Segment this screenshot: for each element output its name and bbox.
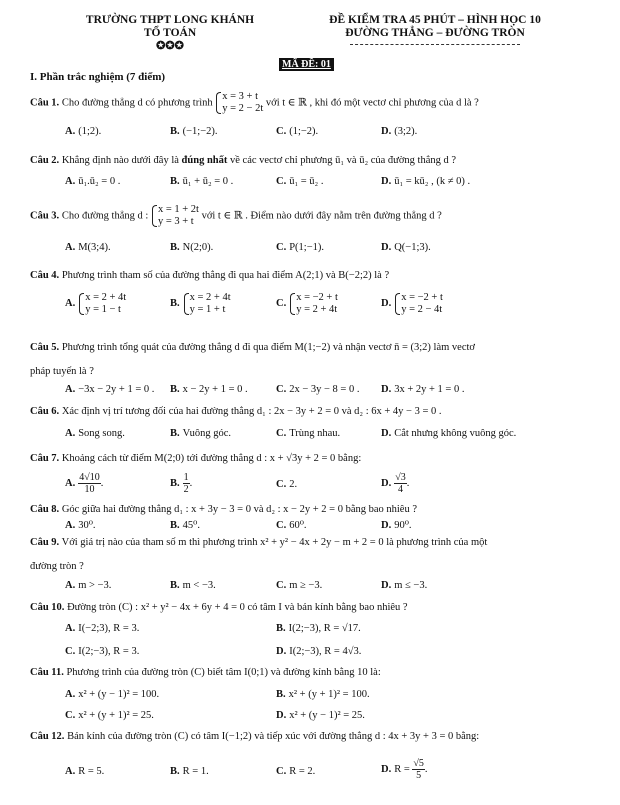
option-a[interactable] [65,175,120,188]
option-value: (1;2). [78,126,102,137]
option-d[interactable] [381,758,428,781]
option-value: I(2;−3), R = √17. [288,623,361,634]
option-key: B. [170,580,180,591]
option-key: B. [276,689,286,700]
option-suffix: . [189,477,193,489]
fraction [78,472,101,495]
option-d[interactable] [381,472,409,495]
question-text: Với giá trị nào của tham số m thì phương trình x² + y² − 4x + 2y − m + 2 = 0 là phương trình của một [61,537,488,548]
question-label: Câu 1. [30,97,60,109]
option-value: (1;−2). [289,126,319,137]
question-3 [30,204,442,228]
option-key: D. [381,126,392,137]
fraction [394,472,407,495]
system-line: x = 2 + 4t [85,292,127,303]
option-key: A. [65,242,76,253]
option-a[interactable] [65,292,126,316]
option-key: A. [65,689,76,700]
option-key: A. [65,623,76,634]
option-key: A. [65,384,76,395]
system-line: y = 1 − t [85,304,121,315]
option-d[interactable] [381,241,431,254]
fraction [412,758,425,781]
option-key: C. [276,479,287,490]
option-c[interactable] [276,478,297,491]
system-line: y = 3 + t [157,216,194,227]
option-key: A. [65,176,76,187]
option-c[interactable] [276,765,315,778]
option-value: (3;2). [394,126,418,137]
question-text: Cho đường thẳng d có phương trình [61,97,213,109]
option-a[interactable] [65,579,111,592]
option-value: I(2;−3), R = 3. [78,646,140,657]
school-name: TRƯỜNG THPT LONG KHÁNH [85,14,255,26]
option-value: P(1;−1). [289,242,325,253]
option-value: R = 1. [182,766,209,777]
option-key: C. [276,298,287,310]
question-text: Cho đường thẳng d : [61,210,149,222]
option-key: B. [170,520,180,531]
system-line: x = −2 + t [401,292,443,303]
question-9 [30,536,487,549]
question-emphasis: đúng nhất [181,155,228,166]
option-key: C. [276,384,287,395]
option-key: B. [170,384,180,395]
header-divider [350,44,520,45]
option-c[interactable] [65,709,154,722]
department-name: TỔ TOÁN [143,27,197,39]
option-key: C. [276,428,287,439]
option-b[interactable] [170,472,192,495]
question-7 [30,452,361,465]
exam-title: ĐỀ KIỂM TRA 45 PHÚT – HÌNH HỌC 10 [329,14,541,26]
question-text: Xác định vị trí tương đối của hai đường thẳng d₁ : 2x − 3y + 2 = 0 và d₂ : 6x + 4y − 3 = 0 . [61,406,442,417]
option-b[interactable] [170,383,248,396]
option-d[interactable] [276,709,365,722]
equation-system [78,292,126,316]
question-label: Câu 5. [30,342,60,353]
system-line: x = 2 + 4t [189,292,231,303]
option-c[interactable] [276,579,322,592]
question-text: Bán kính của đường tròn (C) có tâm I(−1;2) và tiếp xúc với đường thẳng d : 4x + 3y + 3 = 0 bằng: [67,731,480,742]
option-key: D. [381,176,392,187]
question-text: Khoảng cách từ điểm M(2;0) tới đường thẳng d : x + √3y + 2 = 0 bằng: [61,453,362,464]
option-value: ū₁.ū₂ = 0 . [78,176,121,187]
option-value: 2. [289,479,298,490]
option-value: 3x + 2y + 1 = 0 . [394,384,465,395]
option-value: m > −3. [78,580,112,591]
option-key: B. [170,477,180,489]
option-a[interactable] [65,622,139,635]
question-label: Câu 8. [30,504,60,515]
option-value: 90⁰. [394,520,412,531]
option-key: A. [65,428,76,439]
option-d[interactable] [381,519,412,532]
option-key: D. [381,520,392,531]
question-5 [30,341,475,354]
question-label: Câu 12. [30,731,65,742]
option-key: D. [381,242,392,253]
option-b[interactable] [170,519,200,532]
section-title: I. Phần trắc nghiệm (7 điểm) [30,71,166,83]
option-d[interactable] [381,383,464,396]
equation-system [183,292,231,316]
option-d[interactable] [381,175,470,188]
fraction-numerator: √5 [413,758,424,769]
question-text: Góc giữa hai đường thẳng d₁ : x + 3y − 3 = 0 và d₂ : x − 2y + 2 = 0 bằng bao nhiêu ? [61,504,418,515]
option-key: C. [65,646,76,657]
question-text: về các vectơ chỉ phương ū₁ và ū₂ của đường thẳng d ? [230,155,457,166]
option-value: R = 2. [289,766,316,777]
option-value: m < −3. [182,580,216,591]
option-key: C. [276,520,287,531]
option-value: 45⁰. [182,520,200,531]
option-value: Cắt nhưng không vuông góc. [394,428,517,439]
option-d[interactable] [381,579,427,592]
option-b[interactable] [276,622,361,635]
question-label: Câu 2. [30,155,60,166]
option-key: D. [381,477,392,489]
question-label: Câu 9. [30,537,60,548]
option-key: D. [276,710,287,721]
question-4 [30,269,389,282]
option-key: B. [170,242,180,253]
option-a[interactable] [65,688,159,701]
option-a[interactable] [65,472,103,495]
question-text: Đường tròn (C) : x² + y² − 4x + 6y + 4 = 0 có tâm I và bán kính bằng bao nhiêu ? [67,602,408,613]
option-key: D. [381,428,392,439]
option-value: I(−2;3), R = 3. [78,623,140,634]
option-c[interactable] [276,125,318,138]
option-value: 30⁰. [78,520,96,531]
option-value: x² + (y + 1)² = 100. [288,689,370,700]
question-8 [30,503,417,516]
option-key: A. [65,298,76,310]
option-c[interactable] [276,292,338,316]
option-a[interactable] [65,383,154,396]
option-d[interactable] [381,292,443,316]
option-c[interactable] [276,241,324,254]
equation-system [215,91,263,115]
option-c[interactable] [276,175,323,188]
option-key: B. [170,298,180,310]
option-value: ū₁ = ū₂ . [289,176,324,187]
exam-code-badge: MÃ ĐỀ: 01 [279,58,334,71]
system-line: x = 1 + 2t [157,204,199,215]
option-value: Q(−1;3). [394,242,431,253]
school-header [60,14,280,52]
option-c[interactable] [276,427,340,440]
system-line: y = 1 + t [189,304,226,315]
fraction-numerator: √3 [395,472,406,483]
question-11 [30,666,381,679]
option-a[interactable] [65,765,104,778]
option-value: 2x − 3y − 8 = 0 . [289,384,360,395]
option-value: x² + (y − 1)² = 25. [289,710,365,721]
option-b[interactable] [170,765,209,778]
option-key: B. [170,428,180,439]
option-c[interactable] [65,645,139,658]
option-value: Vuông góc. [182,428,232,439]
system-line: x = −2 + t [296,292,338,303]
option-key: B. [170,126,180,137]
option-suffix: . [424,763,428,775]
option-value: 60⁰. [289,520,307,531]
option-key: D. [381,384,392,395]
option-prefix: R = [394,763,413,775]
question-10 [30,601,408,614]
option-value: N(2;0). [182,242,214,253]
option-value: R = 5. [78,766,105,777]
question-2 [30,154,456,167]
option-suffix: . [406,477,410,489]
option-key: B. [276,623,286,634]
option-suffix: . [100,477,104,489]
fraction-numerator: 4√10 [79,472,100,483]
question-label: Câu 7. [30,453,60,464]
option-value: I(2;−3), R = 4√3. [289,646,362,657]
option-value: Song song. [78,428,125,439]
option-value: (−1;−2). [182,126,218,137]
option-key: D. [276,646,287,657]
option-key: B. [170,176,180,187]
option-key: C. [65,710,76,721]
question-text: Phương trình tham số của đường thẳng đi qua hai điểm A(2;1) và B(−2;2) là ? [61,270,390,281]
fraction [183,472,190,495]
option-c[interactable] [276,383,359,396]
option-key: C. [276,766,287,777]
option-value: x² + (y − 1)² = 100. [78,689,160,700]
question-label: Câu 10. [30,602,65,613]
fraction-denominator: 2 [183,484,189,495]
question-label: Câu 6. [30,406,60,417]
option-b[interactable] [170,427,231,440]
option-c[interactable] [276,519,307,532]
option-key: D. [381,298,392,310]
option-value: m ≥ −3. [289,580,323,591]
question-5-continued: pháp tuyến là ? [30,366,94,377]
equation-system [289,292,338,316]
option-key: A. [65,766,76,777]
option-key: A. [65,520,76,531]
option-value: ū₁ + ū₂ = 0 . [182,176,234,187]
exam-header [300,14,570,45]
question-label: Câu 4. [30,270,60,281]
option-key: C. [276,176,287,187]
equation-system [151,204,199,228]
question-text: Phương trình của đường tròn (C) biết tâm I(0;1) và đường kính bằng 10 là: [66,667,381,678]
option-a[interactable] [65,427,125,440]
equation-system [394,292,443,316]
option-key: B. [170,766,180,777]
question-text: Khẳng định nào dưới đây là [61,155,179,166]
option-key: A. [65,580,76,591]
option-key: C. [276,580,287,591]
option-key: D. [381,580,392,591]
question-text: với t ∈ ℝ . Điểm nào dưới đây nằm trên đường thẳng d ? [201,210,442,222]
option-key: A. [65,126,76,137]
question-12 [30,730,479,743]
option-value: Trùng nhau. [289,428,341,439]
option-b[interactable] [170,292,231,316]
fraction-denominator: 4 [397,484,403,495]
option-value: x − 2y + 1 = 0 . [182,384,248,395]
option-key: A. [65,477,76,489]
option-b[interactable] [276,688,370,701]
option-value: −3x − 2y + 1 = 0 . [78,384,155,395]
fraction-denominator: 5 [416,770,422,781]
option-b[interactable] [170,579,216,592]
option-key: D. [381,763,392,775]
option-b[interactable] [170,241,213,254]
option-b[interactable] [170,175,233,188]
option-d[interactable] [276,645,361,658]
question-label: Câu 11. [30,667,64,678]
option-a[interactable] [65,125,101,138]
question-1 [30,91,479,115]
option-d[interactable] [381,427,516,440]
option-key: C. [276,242,287,253]
option-value: x² + (y + 1)² = 25. [78,710,154,721]
system-line: y = 2 − 2t [222,103,264,114]
question-label: Câu 3. [30,210,60,222]
option-value: m ≤ −3. [394,580,428,591]
question-9-continued: đường tròn ? [30,561,84,572]
question-6 [30,405,442,418]
option-a[interactable] [65,241,111,254]
fraction-numerator: 1 [183,472,189,483]
option-b[interactable] [170,125,218,138]
exam-subtitle: ĐƯỜNG THẲNG – ĐƯỜNG TRÒN [345,27,525,39]
option-value: ū₁ = kū₂ , (k ≠ 0) . [394,176,471,187]
question-text: Phương trình tổng quát của đường thẳng d đi qua điểm M(1;−2) và nhận vectơ n̄ = (3;2) làm vectơ [61,342,475,353]
system-line: y = 2 + 4t [296,304,338,315]
question-text: với t ∈ ℝ , khi đó một vectơ chỉ phương của d là ? [265,97,479,109]
option-value: M(3;4). [78,242,111,253]
ornament-stars-icon: ✪✪✪ [156,40,184,52]
option-key: C. [276,126,287,137]
system-line: x = 3 + t [222,91,259,102]
option-a[interactable] [65,519,96,532]
option-d[interactable] [381,125,417,138]
fraction-denominator: 10 [84,484,95,495]
system-line: y = 2 − 4t [401,304,443,315]
